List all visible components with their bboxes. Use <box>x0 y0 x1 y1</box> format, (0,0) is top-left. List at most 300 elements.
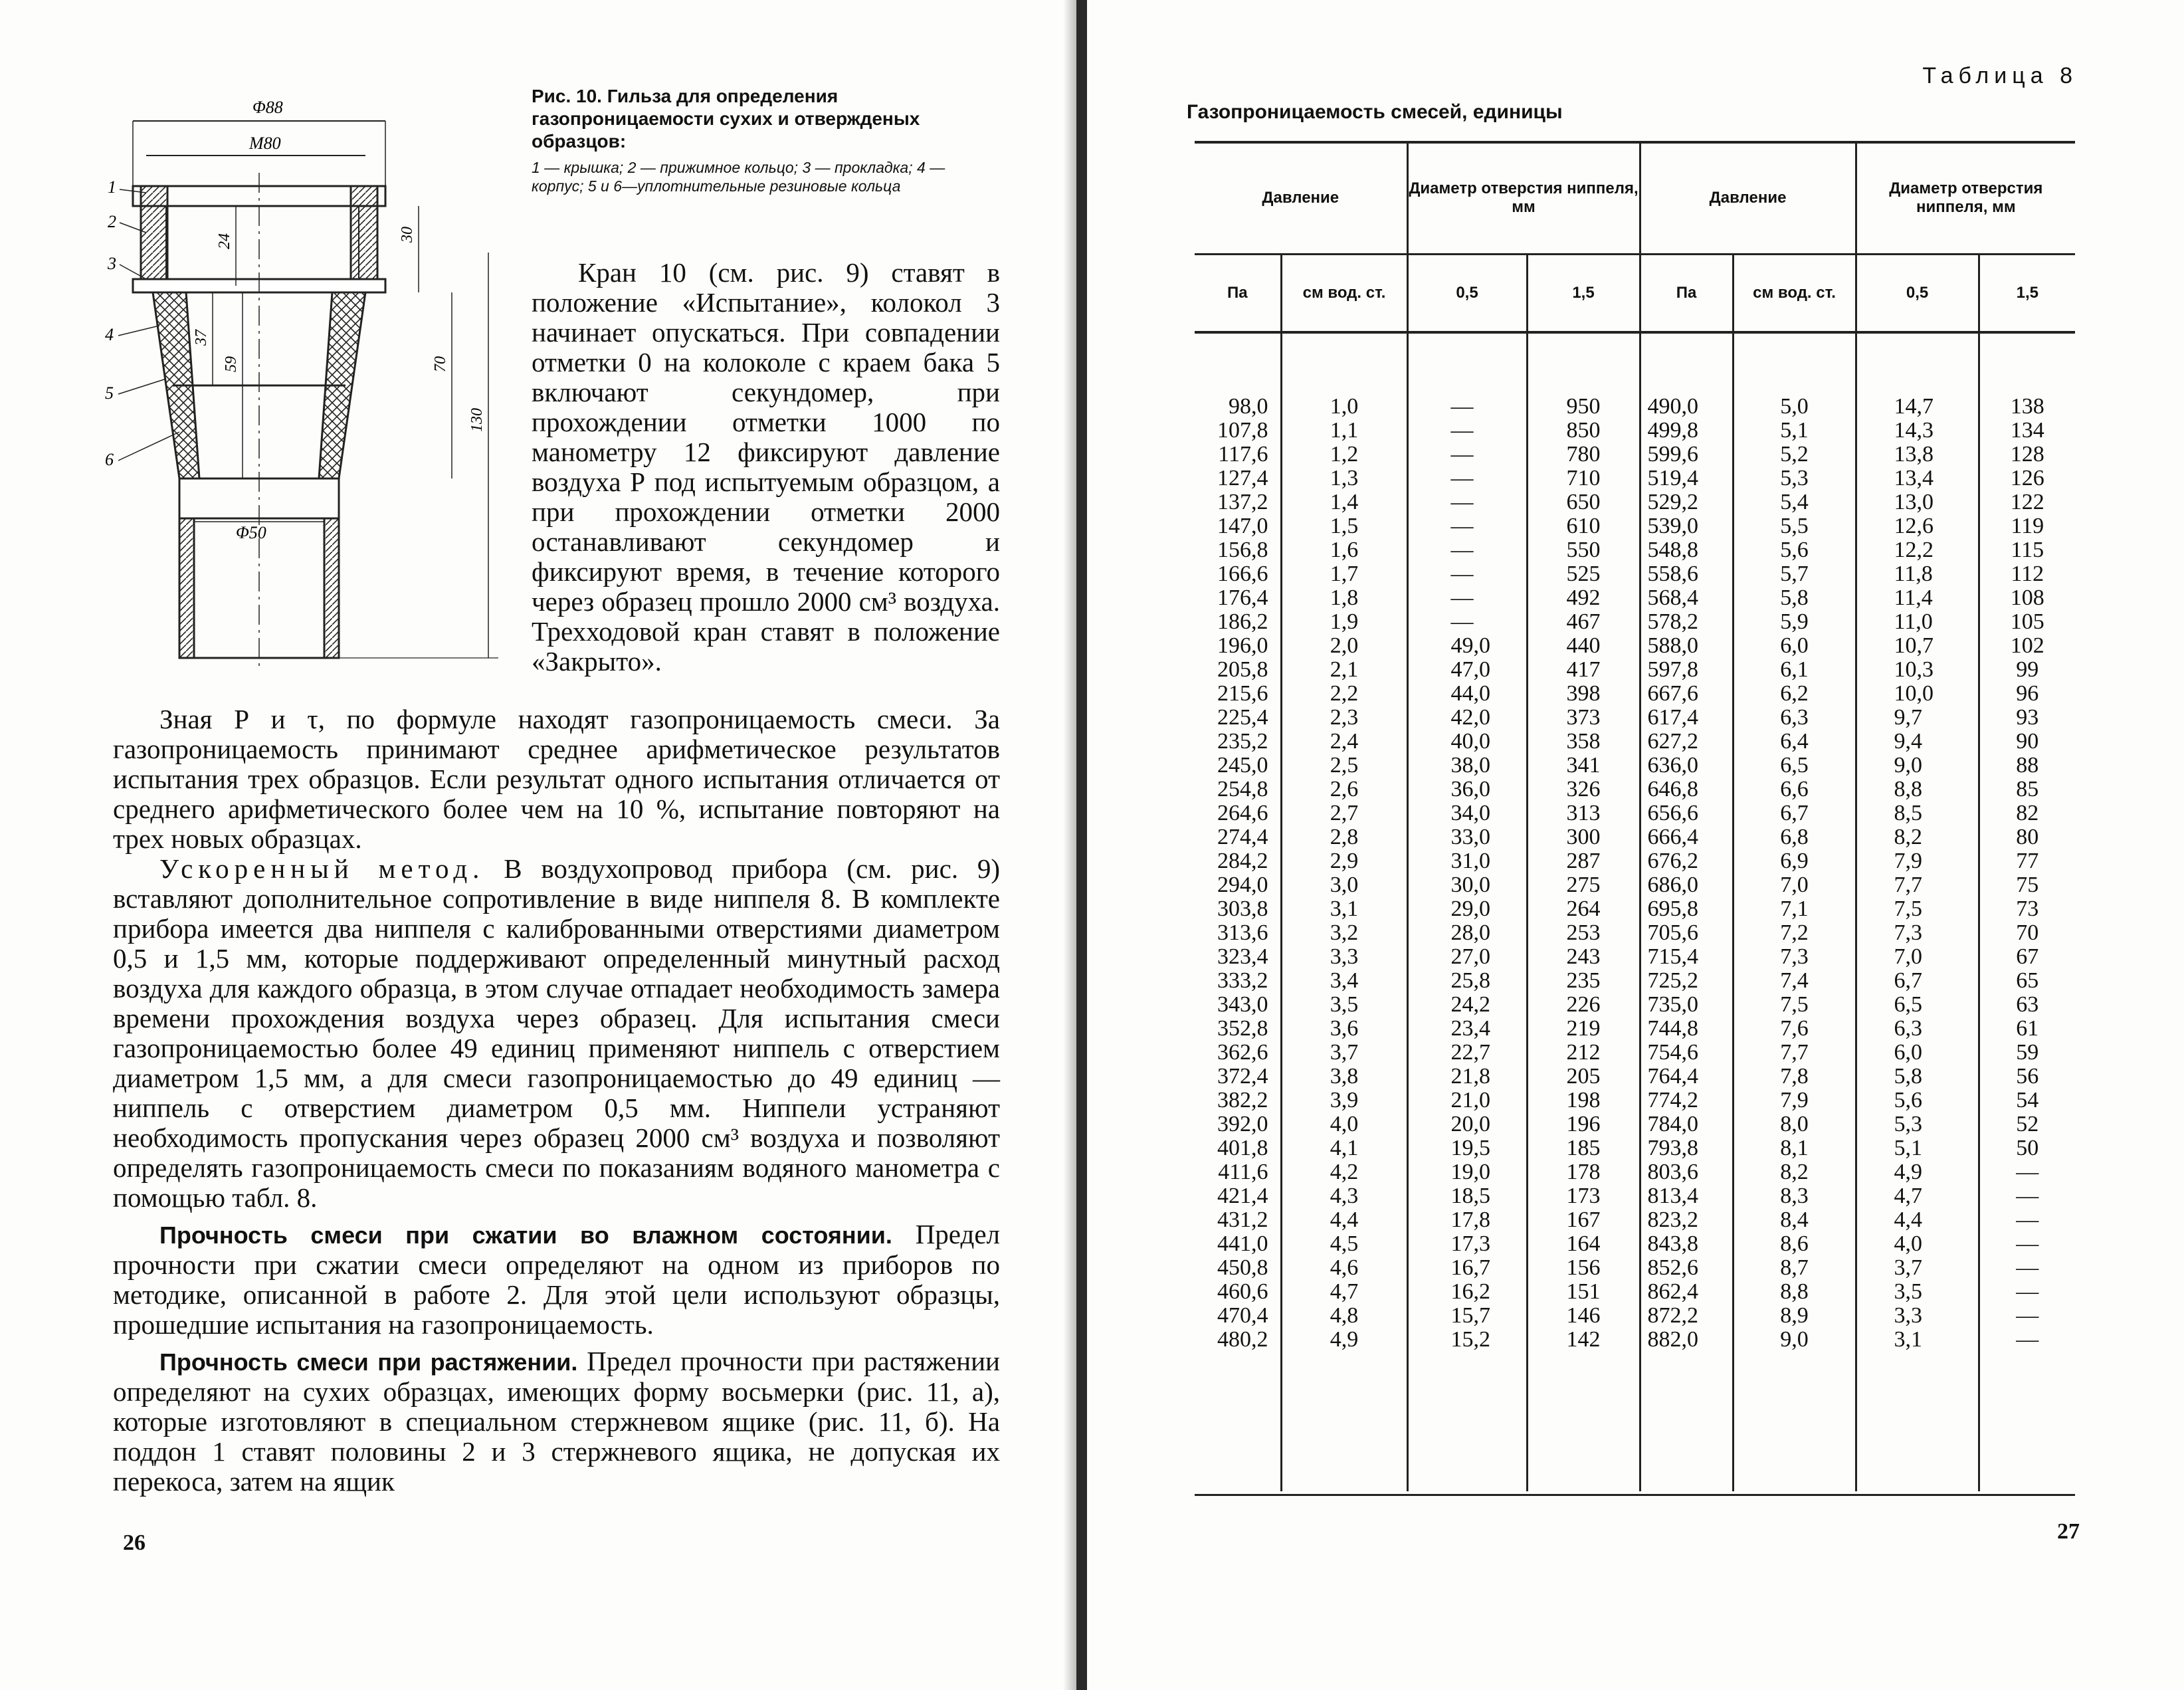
cell-cm-2: 6,1 <box>1733 658 1856 682</box>
cell-pa: 196,0 <box>1217 633 1268 658</box>
cell-cm: 4,4 <box>1281 1208 1407 1232</box>
cell-d05-2: 10,3 <box>1856 658 1979 682</box>
cell-cm-2: 6,3 <box>1733 706 1856 730</box>
cell-d05-2: 6,0 <box>1856 1041 1979 1065</box>
cell-d15-2: 52 <box>1979 1112 2075 1136</box>
cell-cm-2: 8,7 <box>1733 1256 1856 1280</box>
cell-cm-2: 7,0 <box>1733 873 1856 897</box>
cell-pa-2: 578,2 <box>1640 610 1733 634</box>
cell-pa: 156,8 <box>1217 538 1268 562</box>
cell-pa: 117,6 <box>1218 442 1268 467</box>
cell-d15-2: 54 <box>1979 1089 2075 1112</box>
cell-d05-2: 13,4 <box>1856 467 1979 490</box>
cell-d15-2: 138 <box>1979 395 2075 419</box>
cell-d05-2: 11,8 <box>1856 562 1979 586</box>
cell-d05: — <box>1407 586 1527 610</box>
cell-cm-2: 8,2 <box>1733 1160 1856 1184</box>
cell-d05-2: 9,7 <box>1856 706 1979 730</box>
table-row <box>1195 1328 2075 1352</box>
table-row <box>1195 1184 2075 1208</box>
table-row <box>1195 514 2075 538</box>
cell-cm: 1,5 <box>1281 514 1407 538</box>
table-row <box>1195 921 2075 945</box>
cell-pa-2: 735,0 <box>1640 993 1733 1017</box>
cell-cm-2: 6,2 <box>1733 682 1856 706</box>
cell-d05-2: 3,5 <box>1856 1280 1979 1304</box>
cell-d15: 525 <box>1527 562 1640 586</box>
cell-d05: 33,0 <box>1407 825 1527 849</box>
figure-caption-legend: 1 — крышка; 2 — прижимное кольцо; 3 — прокладка; 4 — корпус; 5 и 6—уплотнительные резиновые кольца <box>532 159 945 195</box>
cell-d15-2: 88 <box>1979 754 2075 778</box>
cell-pa: 313,6 <box>1217 920 1268 945</box>
cell-d05: 23,4 <box>1407 1017 1527 1041</box>
table-8 <box>1195 141 2075 1491</box>
cell-d15: 440 <box>1527 634 1640 658</box>
cell-pa-2: 529,2 <box>1640 490 1733 514</box>
cell-cm-2: 7,1 <box>1733 897 1856 921</box>
left-body-text <box>113 704 1000 1497</box>
cell-pa-2: 676,2 <box>1640 849 1733 873</box>
cell-d15: 205 <box>1527 1065 1640 1089</box>
cell-d15: 650 <box>1527 490 1640 514</box>
table-row <box>1195 754 2075 778</box>
cell-d05: — <box>1407 490 1527 514</box>
table-row <box>1195 825 2075 849</box>
cell-d15: 264 <box>1527 897 1640 921</box>
cell-cm-2: 8,4 <box>1733 1208 1856 1232</box>
cell-d15-2: 80 <box>1979 825 2075 849</box>
cell-d05-2: 7,3 <box>1856 921 1979 945</box>
cell-d15: 287 <box>1527 849 1640 873</box>
cell-d05: 21,0 <box>1407 1089 1527 1112</box>
dim-59: 59 <box>223 356 240 372</box>
table-row <box>1195 419 2075 443</box>
cell-d05: 18,5 <box>1407 1184 1527 1208</box>
cell-d05: 24,2 <box>1407 993 1527 1017</box>
header-d15-right: 1,5 <box>1979 254 2075 332</box>
table-row <box>1195 1160 2075 1184</box>
cell-pa-2: 695,8 <box>1640 897 1733 921</box>
cell-cm: 4,6 <box>1281 1256 1407 1280</box>
cell-pa-2: 852,6 <box>1640 1256 1733 1280</box>
cell-d05-2: 6,5 <box>1856 993 1979 1017</box>
cell-pa: 480,2 <box>1217 1327 1268 1352</box>
cell-d05-2: 7,5 <box>1856 897 1979 921</box>
paragraph-znaya: Зная Р и τ, по формуле находят газопроницаемость смеси. За газопроницаемость принимают среднее арифметическое результатов испытания трех образцов. Если результат одного испытания отличается от среднего арифметического более чем на 10 %, испытание повторяют на трех новых образцах. <box>113 704 1000 854</box>
gutter-shadow <box>1063 0 1076 1690</box>
table-row <box>1195 395 2075 419</box>
cell-d05: 17,3 <box>1407 1232 1527 1256</box>
cell-d05-2: 6,3 <box>1856 1017 1979 1041</box>
cell-d05: 22,7 <box>1407 1041 1527 1065</box>
cell-d15-2: 73 <box>1979 897 2075 921</box>
cell-d15: 151 <box>1527 1280 1640 1304</box>
cell-cm-2: 9,0 <box>1733 1328 1856 1352</box>
cell-cm-2: 5,3 <box>1733 467 1856 490</box>
table-row <box>1195 1280 2075 1304</box>
cell-d05-2: 12,6 <box>1856 514 1979 538</box>
cell-d05: 44,0 <box>1407 682 1527 706</box>
table-8-wrapper <box>1195 141 2075 1491</box>
callout-2: 2 <box>108 212 116 231</box>
cell-pa-2: 823,2 <box>1640 1208 1733 1232</box>
header-pressure-right: Давление <box>1640 142 1856 254</box>
cell-pa: 107,8 <box>1217 418 1268 443</box>
cell-pa-2: 793,8 <box>1640 1136 1733 1160</box>
table-row <box>1195 1017 2075 1041</box>
cell-cm: 4,7 <box>1281 1280 1407 1304</box>
dim-70: 70 <box>432 356 449 372</box>
cell-cm-2: 8,9 <box>1733 1304 1856 1328</box>
cell-pa: 470,4 <box>1217 1303 1268 1328</box>
cell-d15: 185 <box>1527 1136 1640 1160</box>
paragraph-kran: Кран 10 (см. рис. 9) ставят в положение «Испытание», колокол 3 начинает опускаться. При совпадении отметки 0 на колоколе с краем бака 5 включают секундомер, при прохождении отметки 1000 по манометру 12 фиксируют давление воздуха Р под испытуемым образцом, а при прохождении отметки 2000 останавливают секундомер и фиксируют время, в течение которого через образец прошло 2000 см³ воздуха. Трехходовой кран ставят в положение «Закрыто». <box>532 257 1000 677</box>
cell-pa: 225,4 <box>1217 705 1268 730</box>
cell-pa-2: 774,2 <box>1640 1089 1733 1112</box>
cell-d15-2: — <box>1979 1160 2075 1184</box>
cell-d15-2: 82 <box>1979 801 2075 825</box>
cell-d15-2: 50 <box>1979 1136 2075 1160</box>
cell-pa-2: 764,4 <box>1640 1065 1733 1089</box>
cell-d15: 326 <box>1527 778 1640 801</box>
cell-d05: — <box>1407 514 1527 538</box>
table-row <box>1195 873 2075 897</box>
cell-d15: 167 <box>1527 1208 1640 1232</box>
cell-d05-2: 11,4 <box>1856 586 1979 610</box>
header-d15-left: 1,5 <box>1527 254 1640 332</box>
cell-cm: 2,2 <box>1281 682 1407 706</box>
table-row <box>1195 969 2075 993</box>
cell-d15-2: 119 <box>1979 514 2075 538</box>
cell-pa: 303,8 <box>1217 897 1268 921</box>
header-cm-left: см вод. ст. <box>1281 254 1407 332</box>
cell-pa-2: 627,2 <box>1640 730 1733 754</box>
cell-cm-2: 6,4 <box>1733 730 1856 754</box>
callout-5: 5 <box>105 383 114 403</box>
cell-pa-2: 597,8 <box>1640 658 1733 682</box>
cell-d05-2: 11,0 <box>1856 610 1979 634</box>
cell-d15: 398 <box>1527 682 1640 706</box>
cell-pa: 254,8 <box>1217 777 1268 801</box>
cell-cm: 2,7 <box>1281 801 1407 825</box>
cell-pa: 98,0 <box>1229 394 1268 419</box>
cell-d15: 467 <box>1527 610 1640 634</box>
cell-pa-2: 656,6 <box>1640 801 1733 825</box>
cell-d15: 142 <box>1527 1328 1640 1352</box>
cell-d05-2: 8,2 <box>1856 825 1979 849</box>
cell-d15-2: — <box>1979 1256 2075 1280</box>
table-row <box>1195 706 2075 730</box>
cell-pa-2: 754,6 <box>1640 1041 1733 1065</box>
cell-d05-2: 7,9 <box>1856 849 1979 873</box>
cell-cm-2: 5,6 <box>1733 538 1856 562</box>
cell-cm-2: 7,5 <box>1733 993 1856 1017</box>
cell-cm: 3,0 <box>1281 873 1407 897</box>
cell-d15-2: 56 <box>1979 1065 2075 1089</box>
cell-pa: 372,4 <box>1217 1064 1268 1089</box>
cell-d05: 17,8 <box>1407 1208 1527 1232</box>
cell-d15-2: 90 <box>1979 730 2075 754</box>
cell-cm-2: 5,2 <box>1733 443 1856 467</box>
cell-d15: 850 <box>1527 419 1640 443</box>
table-spacer-row <box>1195 332 2075 395</box>
cell-cm: 1,0 <box>1281 395 1407 419</box>
cell-pa: 137,2 <box>1217 490 1268 514</box>
dim-d88: Φ88 <box>252 98 283 117</box>
cell-pa-2: 519,4 <box>1640 467 1733 490</box>
cell-pa-2: 882,0 <box>1640 1328 1733 1352</box>
cell-cm: 4,2 <box>1281 1160 1407 1184</box>
cell-d05: 16,2 <box>1407 1280 1527 1304</box>
cell-cm-2: 5,7 <box>1733 562 1856 586</box>
cell-pa-2: 568,4 <box>1640 586 1733 610</box>
cell-pa: 166,6 <box>1217 562 1268 586</box>
cell-d05: — <box>1407 419 1527 443</box>
cell-pa-2: 862,4 <box>1640 1280 1733 1304</box>
cell-cm-2: 5,9 <box>1733 610 1856 634</box>
header-d05-left: 0,5 <box>1407 254 1527 332</box>
cell-d15-2: 99 <box>1979 658 2075 682</box>
header-pa-right: Па <box>1640 254 1733 332</box>
table-row <box>1195 945 2075 969</box>
cell-pa-2: 725,2 <box>1640 969 1733 993</box>
cell-d05: 47,0 <box>1407 658 1527 682</box>
cell-d05-2: 5,8 <box>1856 1065 1979 1089</box>
cell-d15-2: 115 <box>1979 538 2075 562</box>
cell-d15: 235 <box>1527 969 1640 993</box>
table-row <box>1195 1065 2075 1089</box>
cell-cm-2: 5,5 <box>1733 514 1856 538</box>
cell-d15: 417 <box>1527 658 1640 682</box>
cell-pa-2: 666,4 <box>1640 825 1733 849</box>
cell-pa-2: 558,6 <box>1640 562 1733 586</box>
cell-d05: 31,0 <box>1407 849 1527 873</box>
heading-uskorenny: Ускоренный метод. <box>159 853 485 884</box>
table-row <box>1195 490 2075 514</box>
paragraph-rastyazhenie <box>113 1346 1000 1497</box>
cell-cm: 2,8 <box>1281 825 1407 849</box>
cell-d05: 38,0 <box>1407 754 1527 778</box>
cell-d05: 19,5 <box>1407 1136 1527 1160</box>
table-row <box>1195 467 2075 490</box>
cell-cm-2: 7,2 <box>1733 921 1856 945</box>
cell-cm: 4,9 <box>1281 1328 1407 1352</box>
cell-d05: 40,0 <box>1407 730 1527 754</box>
cell-d15: 492 <box>1527 586 1640 610</box>
table-row <box>1195 682 2075 706</box>
cell-pa: 421,4 <box>1217 1184 1268 1208</box>
right-page <box>1087 0 2184 1690</box>
dim-30: 30 <box>399 227 416 243</box>
cell-pa: 176,4 <box>1217 585 1268 610</box>
table-row <box>1195 1136 2075 1160</box>
cell-d15: 156 <box>1527 1256 1640 1280</box>
cell-cm-2: 7,8 <box>1733 1065 1856 1089</box>
cell-d15-2: 63 <box>1979 993 2075 1017</box>
cell-d05-2: 12,2 <box>1856 538 1979 562</box>
cell-cm-2: 5,4 <box>1733 490 1856 514</box>
cell-d15: 212 <box>1527 1041 1640 1065</box>
cell-pa-2: 803,6 <box>1640 1160 1733 1184</box>
cell-pa: 333,2 <box>1217 968 1268 993</box>
cell-cm-2: 5,1 <box>1733 419 1856 443</box>
cell-pa: 450,8 <box>1217 1255 1268 1280</box>
cell-cm: 2,0 <box>1281 634 1407 658</box>
cell-d05-2: 7,7 <box>1856 873 1979 897</box>
cell-cm: 1,7 <box>1281 562 1407 586</box>
cell-d15: 313 <box>1527 801 1640 825</box>
cell-pa-2: 667,6 <box>1640 682 1733 706</box>
cell-pa-2: 539,0 <box>1640 514 1733 538</box>
cell-cm: 1,1 <box>1281 419 1407 443</box>
cell-cm-2: 8,3 <box>1733 1184 1856 1208</box>
cell-d05: 49,0 <box>1407 634 1527 658</box>
table-row <box>1195 1112 2075 1136</box>
cell-cm: 1,2 <box>1281 443 1407 467</box>
cell-pa: 392,0 <box>1217 1112 1268 1136</box>
cell-d05-2: 3,3 <box>1856 1304 1979 1328</box>
table-row <box>1195 730 2075 754</box>
cell-cm: 1,9 <box>1281 610 1407 634</box>
table-row <box>1195 634 2075 658</box>
table-row <box>1195 1232 2075 1256</box>
cell-pa: 411,6 <box>1218 1160 1268 1184</box>
cell-pa: 215,6 <box>1217 681 1268 706</box>
cell-pa-2: 617,4 <box>1640 706 1733 730</box>
cell-d05: 36,0 <box>1407 778 1527 801</box>
cell-pa-2: 813,4 <box>1640 1184 1733 1208</box>
cell-pa: 284,2 <box>1217 849 1268 873</box>
cell-cm: 3,9 <box>1281 1089 1407 1112</box>
cell-d15-2: 85 <box>1979 778 2075 801</box>
cell-d15-2: 112 <box>1979 562 2075 586</box>
cell-d15-2: — <box>1979 1208 2075 1232</box>
cell-d05-2: 4,4 <box>1856 1208 1979 1232</box>
cell-pa: 235,2 <box>1217 729 1268 754</box>
cell-cm: 3,6 <box>1281 1017 1407 1041</box>
cell-cm-2: 8,8 <box>1733 1280 1856 1304</box>
cell-d05-2: 5,6 <box>1856 1089 1979 1112</box>
cell-cm-2: 6,0 <box>1733 634 1856 658</box>
cell-pa: 245,0 <box>1217 753 1268 778</box>
cell-d15-2: — <box>1979 1304 2075 1328</box>
text-uskorenny: В воздухопровод прибора (см. рис. 9) вставляют дополнительное сопротивление в виде ниппеля 8. В комплекте прибора имеется два ниппеля с калиброванными отверстиями диаметром 0,5 и 1,5 мм, которые поддерживают определенный минутный расход воздуха для каждого образца, в этом случае отпадает необходимость замера времени прохождения воздуха через образец. Для испытания смеси газопроницаемостью более 49 единиц применяют ниппель с отверстием диаметром 1,5 мм, а для смеси газопроницаемостью до 49 единиц — ниппель с отверстием диаметром 0,5 мм. Ниппели устраняют необходимость пропускания через образец 2000 см³ воздуха и позволяют определять газопроницаемость смеси по показаниям водяного манометра с помощью табл. 8. <box>113 853 1000 1213</box>
cell-pa-2: 744,8 <box>1640 1017 1733 1041</box>
cell-d15: 341 <box>1527 754 1640 778</box>
header-cm-right: см вод. ст. <box>1733 254 1856 332</box>
cell-cm-2: 8,0 <box>1733 1112 1856 1136</box>
cell-d05: — <box>1407 562 1527 586</box>
cell-d15: 373 <box>1527 706 1640 730</box>
dim-37: 37 <box>193 330 210 346</box>
cell-d05-2: 4,9 <box>1856 1160 1979 1184</box>
header-diameter-right: Диаметр отверстия ниппеля, мм <box>1856 142 2075 254</box>
table-row <box>1195 1041 2075 1065</box>
page-number-right: 27 <box>2057 1519 2080 1544</box>
heading-szhatie: Прочность смеси при сжатии во влажном состоянии. <box>159 1221 892 1249</box>
cell-d15: 950 <box>1527 395 1640 419</box>
cell-d15-2: 67 <box>1979 945 2075 969</box>
cell-d05: 19,0 <box>1407 1160 1527 1184</box>
cell-d05: 15,2 <box>1407 1328 1527 1352</box>
cell-d05: 21,8 <box>1407 1065 1527 1089</box>
cell-d05: — <box>1407 538 1527 562</box>
cell-d05-2: 9,4 <box>1856 730 1979 754</box>
cell-d05-2: 4,7 <box>1856 1184 1979 1208</box>
cell-d15-2: 93 <box>1979 706 2075 730</box>
cell-pa-2: 872,2 <box>1640 1304 1733 1328</box>
cell-pa: 147,0 <box>1217 514 1268 538</box>
cell-pa: 294,0 <box>1217 873 1268 897</box>
cell-pa: 343,0 <box>1217 992 1268 1017</box>
cell-d05: 15,7 <box>1407 1304 1527 1328</box>
dim-d50: Φ50 <box>236 523 266 542</box>
cell-cm: 3,7 <box>1281 1041 1407 1065</box>
cell-pa: 264,6 <box>1217 801 1268 825</box>
cell-d05: 34,0 <box>1407 801 1527 825</box>
cell-d05: 16,7 <box>1407 1256 1527 1280</box>
table-bottom-rule <box>1195 1494 2075 1496</box>
paragraph-uskorenny <box>113 854 1000 1213</box>
dim-130: 130 <box>468 408 486 432</box>
cell-cm: 2,6 <box>1281 778 1407 801</box>
cell-d15: 146 <box>1527 1304 1640 1328</box>
cell-d15-2: 122 <box>1979 490 2075 514</box>
cell-d15-2: 102 <box>1979 634 2075 658</box>
cell-cm-2: 7,3 <box>1733 945 1856 969</box>
cell-d15-2: 134 <box>1979 419 2075 443</box>
cell-pa: 352,8 <box>1217 1016 1268 1041</box>
cell-d05-2: 7,0 <box>1856 945 1979 969</box>
cell-pa-2: 499,8 <box>1640 419 1733 443</box>
cell-cm-2: 7,4 <box>1733 969 1856 993</box>
cell-d05-2: 4,0 <box>1856 1232 1979 1256</box>
figure-caption <box>532 85 997 195</box>
cell-cm-2: 7,6 <box>1733 1017 1856 1041</box>
cell-d15: 173 <box>1527 1184 1640 1208</box>
callout-3: 3 <box>108 254 116 273</box>
cell-d15: 253 <box>1527 921 1640 945</box>
cell-cm: 4,8 <box>1281 1304 1407 1328</box>
cell-d15: 226 <box>1527 993 1640 1017</box>
cell-cm-2: 6,9 <box>1733 849 1856 873</box>
paragraph-szhatie <box>113 1219 1000 1340</box>
cell-pa: 186,2 <box>1217 609 1268 634</box>
cell-d15: 610 <box>1527 514 1640 538</box>
cell-d05: 27,0 <box>1407 945 1527 969</box>
cell-cm: 1,4 <box>1281 490 1407 514</box>
cell-cm: 2,4 <box>1281 730 1407 754</box>
heading-rastyazhenie: Прочность смеси при растяжении. <box>159 1348 578 1376</box>
cell-d05: 28,0 <box>1407 921 1527 945</box>
cell-d05-2: 6,7 <box>1856 969 1979 993</box>
cell-d15: 358 <box>1527 730 1640 754</box>
header-d05-right: 0,5 <box>1856 254 1979 332</box>
header-pressure-left: Давление <box>1195 142 1407 254</box>
cell-pa-2: 784,0 <box>1640 1112 1733 1136</box>
figure-10-drawing <box>100 86 512 671</box>
cell-cm-2: 8,1 <box>1733 1136 1856 1160</box>
callout-1: 1 <box>108 177 116 197</box>
cell-d05-2: 10,0 <box>1856 682 1979 706</box>
cell-d05: 25,8 <box>1407 969 1527 993</box>
cell-pa: 205,8 <box>1217 657 1268 682</box>
cell-cm-2: 6,5 <box>1733 754 1856 778</box>
cell-d05-2: 14,7 <box>1856 395 1979 419</box>
book-gutter <box>1076 0 1087 1690</box>
table-title: Газопроницаемость смесей, единицы <box>1187 101 1563 123</box>
cell-pa-2: 490,0 <box>1640 395 1733 419</box>
